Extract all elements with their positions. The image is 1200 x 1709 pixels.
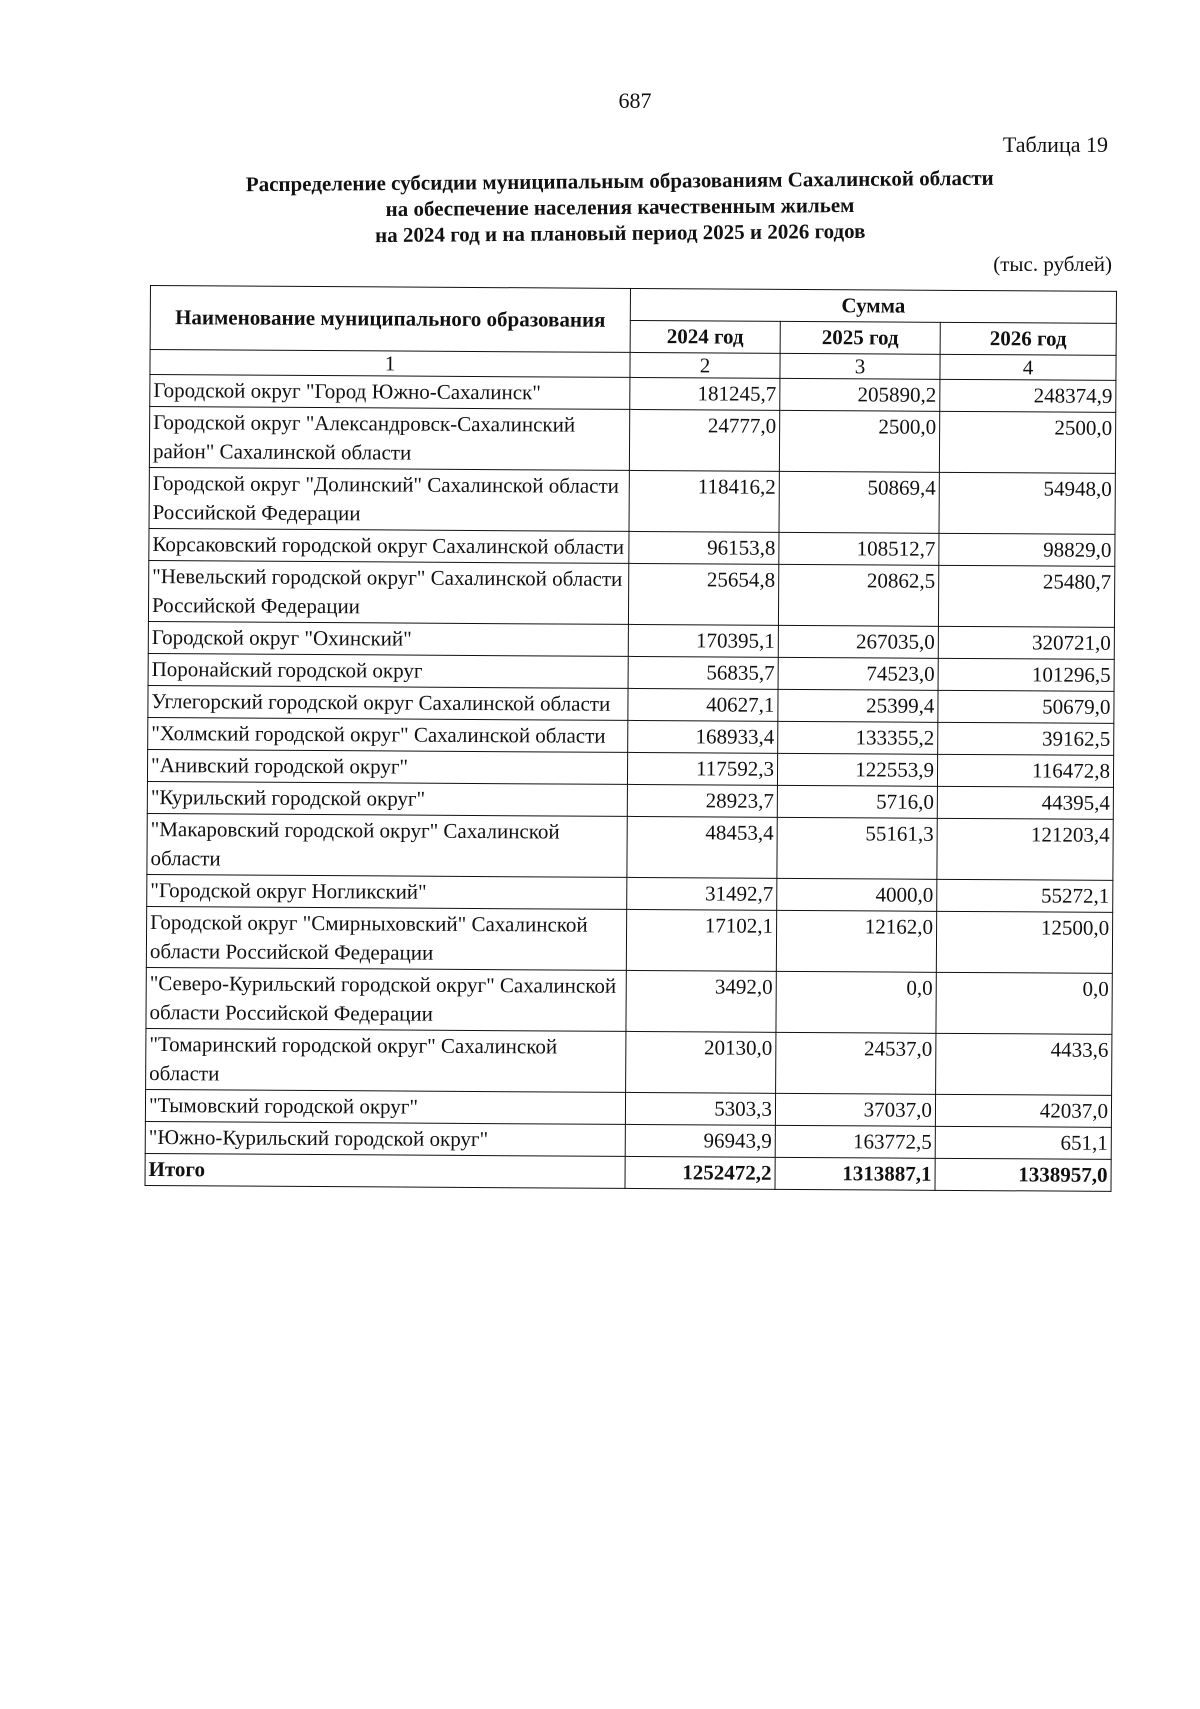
value-2024: 117592,3	[627, 752, 777, 785]
value-2024: 25654,8	[628, 563, 778, 625]
value-2024: 20130,0	[626, 1031, 776, 1093]
total-row	[145, 1153, 1111, 1191]
subsidy-table	[144, 285, 1117, 1192]
municipality-name: "Северо-Курильский городской округ" Сахалинской области Российской Федерации	[146, 967, 626, 1031]
value-2024: 3492,0	[626, 970, 776, 1032]
value-2026: 121203,4	[937, 818, 1113, 880]
value-2026: 39162,5	[938, 722, 1114, 755]
value-2025: 133355,2	[778, 721, 938, 754]
municipality-name: "Тымовский городской округ"	[145, 1089, 625, 1124]
table-row	[147, 813, 1113, 880]
value-2024: 56835,7	[628, 656, 778, 689]
value-2025: 55161,3	[777, 817, 937, 879]
total-label: Итого	[145, 1153, 625, 1188]
total-2026: 1338957,0	[935, 1158, 1111, 1191]
municipality-name: Городской округ "Охинский"	[148, 621, 628, 656]
value-2026: 44395,4	[937, 786, 1113, 819]
column-index: 1	[150, 350, 630, 378]
value-2026: 651,1	[935, 1126, 1111, 1159]
value-2026: 55272,1	[937, 879, 1113, 912]
column-index: 3	[780, 353, 940, 379]
municipality-name: Городской округ "Город Южно-Сахалинск"	[150, 375, 630, 410]
subsidy-table-container	[144, 285, 1115, 1192]
title-line: на 2024 год и на плановый период 2025 и 2026 годов	[374, 218, 866, 248]
value-2025: 4000,0	[777, 878, 937, 911]
value-2026: 116472,8	[937, 754, 1113, 787]
value-2026: 248374,9	[940, 379, 1116, 412]
header-sum: Сумма	[630, 288, 1116, 323]
value-2026: 12500,0	[936, 911, 1112, 973]
value-2026: 101296,5	[938, 658, 1114, 691]
value-2025: 205890,2	[780, 378, 940, 411]
value-2025: 37037,0	[775, 1093, 935, 1126]
value-2026: 2500,0	[939, 411, 1115, 473]
value-2024: 181245,7	[630, 377, 780, 410]
value-2024: 24777,0	[629, 409, 779, 471]
value-2025: 5716,0	[777, 785, 937, 818]
value-2026: 50679,0	[938, 690, 1114, 723]
value-2025: 25399,4	[778, 689, 938, 722]
municipality-name: Городской округ "Александровск-Сахалинский район" Сахалинской области	[149, 407, 629, 471]
value-2026: 42037,0	[935, 1094, 1111, 1127]
table-row	[146, 1028, 1112, 1095]
value-2024: 40627,1	[628, 688, 778, 721]
value-2024: 31492,7	[627, 877, 777, 910]
value-2025: 12162,0	[776, 910, 936, 972]
value-2026: 4433,6	[936, 1033, 1112, 1095]
title-line: на обеспечение населения качественным жильем	[385, 192, 855, 222]
value-2025: 24537,0	[776, 1032, 936, 1094]
table-label: Таблица 19	[1002, 132, 1108, 157]
value-2026: 54948,0	[939, 472, 1115, 534]
municipality-name: "Невельский городской округ" Сахалинской области Российской Федерации	[148, 560, 628, 624]
value-2025: 2500,0	[779, 410, 939, 472]
municipality-name: Корсаковский городской округ Сахалинской области	[149, 528, 629, 563]
value-2025: 267035,0	[778, 625, 938, 658]
municipality-name: "Макаровский городской округ" Сахалинской области	[147, 813, 627, 877]
value-2024: 48453,4	[627, 816, 777, 878]
table-row	[149, 467, 1115, 534]
header-year: 2026 год	[940, 322, 1116, 355]
header-year: 2024 год	[630, 320, 780, 353]
table-body	[145, 375, 1116, 1160]
value-2024: 96153,8	[629, 531, 779, 564]
page-number: 687	[618, 88, 652, 113]
units-label: (тыс. рублей)	[993, 252, 1112, 276]
value-2025: 74523,0	[778, 657, 938, 690]
value-2024: 118416,2	[629, 470, 779, 532]
municipality-name: "Томаринский городской округ" Сахалинской области	[146, 1028, 626, 1092]
value-2026: 0,0	[936, 972, 1112, 1034]
header-name: Наименование муниципального образования	[150, 286, 630, 353]
document-title	[160, 164, 1081, 250]
table-row	[149, 407, 1115, 474]
value-2025: 108512,7	[779, 532, 939, 565]
municipality-name: "Холмский городской округ" Сахалинской области	[148, 717, 628, 752]
municipality-name: "Анивский городской округ"	[147, 749, 627, 784]
value-2024: 5303,3	[625, 1092, 775, 1125]
municipality-name: "Городской округ Ногликский"	[147, 874, 627, 909]
municipality-name: Городской округ "Смирныховский" Сахалинской области Российской Федерации	[146, 906, 626, 970]
value-2026: 98829,0	[939, 533, 1115, 566]
value-2026: 25480,7	[938, 565, 1114, 627]
total-2025: 1313887,1	[775, 1157, 935, 1190]
value-2024: 168933,4	[628, 720, 778, 753]
value-2026: 320721,0	[938, 626, 1114, 659]
header-year: 2025 год	[780, 321, 940, 354]
column-index: 4	[940, 354, 1116, 380]
municipality-name: Поронайский городской округ	[148, 653, 628, 688]
table-row	[146, 906, 1112, 973]
table-row	[146, 967, 1112, 1034]
municipality-name: "Южно-Курильский городской округ"	[145, 1121, 625, 1156]
value-2024: 96943,9	[625, 1124, 775, 1157]
column-index: 2	[630, 352, 780, 378]
value-2025: 163772,5	[775, 1125, 935, 1158]
municipality-name: Углегорский городской округ Сахалинской области	[148, 685, 628, 720]
value-2025: 20862,5	[778, 564, 938, 626]
table-row	[148, 560, 1114, 627]
title-line: Распределение субсидии муниципальным образованиям Сахалинской области	[245, 165, 994, 197]
value-2024: 17102,1	[626, 909, 776, 971]
value-2025: 122553,9	[777, 753, 937, 786]
value-2024: 28923,7	[627, 784, 777, 817]
value-2025: 0,0	[776, 971, 936, 1033]
municipality-name: Городской округ "Долинский" Сахалинской области Российской Федерации	[149, 467, 629, 531]
value-2025: 50869,4	[779, 471, 939, 533]
value-2024: 170395,1	[628, 624, 778, 657]
total-2024: 1252472,2	[625, 1156, 775, 1189]
municipality-name: "Курильский городской округ"	[147, 781, 627, 816]
